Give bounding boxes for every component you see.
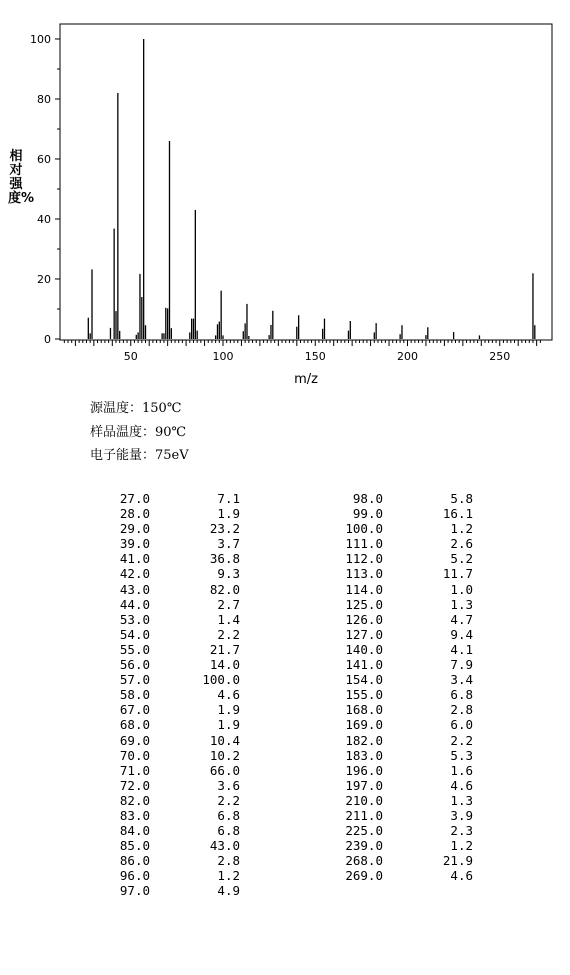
intensity-value: 3.6 — [217, 777, 240, 793]
intensity-value: 3.9 — [450, 807, 473, 823]
mz-value: 58.0 — [119, 687, 150, 703]
table-row — [320, 763, 473, 778]
table-row — [92, 868, 240, 883]
table-row — [320, 838, 473, 853]
peak-table-right — [320, 491, 473, 883]
intensity-value: 2.2 — [450, 732, 473, 748]
x-tick-label: 150 — [304, 350, 326, 363]
mz-value: 41.0 — [119, 551, 150, 567]
electron-energy: 电子能量：75eV — [90, 448, 189, 463]
table-row — [320, 808, 473, 823]
source-temperature: 源温度：150℃ — [90, 401, 182, 416]
table-row — [92, 763, 240, 778]
mz-value: 69.0 — [119, 732, 150, 748]
mz-value: 27.0 — [119, 491, 150, 506]
intensity-value: 2.7 — [217, 596, 240, 612]
table-row — [92, 491, 240, 506]
intensity-value: 23.2 — [209, 521, 240, 537]
intensity-value: 2.2 — [217, 626, 240, 642]
intensity-value: 6.0 — [450, 717, 473, 733]
intensity-value: 1.2 — [450, 521, 473, 537]
table-row — [320, 778, 473, 793]
intensity-value: 1.4 — [217, 611, 240, 627]
y-tick-label: 100 — [30, 33, 51, 46]
spectrum-peaks — [88, 39, 534, 339]
mz-value: 225.0 — [345, 823, 383, 839]
mz-value: 29.0 — [119, 521, 150, 537]
table-row — [320, 868, 473, 883]
mz-value: 86.0 — [119, 853, 150, 869]
x-tick-label: 50 — [123, 350, 138, 363]
x-tick-label: 250 — [489, 350, 511, 363]
x-tick-label: 100 — [212, 350, 234, 363]
table-row — [92, 853, 240, 868]
intensity-value: 2.3 — [450, 823, 473, 839]
mz-value: 97.0 — [119, 883, 150, 899]
y-tick-label: 0 — [44, 333, 51, 346]
mz-value: 53.0 — [119, 611, 150, 627]
table-row — [320, 793, 473, 808]
y-tick-label: 20 — [37, 273, 51, 286]
table-row — [92, 838, 240, 853]
y-tick-label: 40 — [37, 213, 51, 226]
peak-table-left — [92, 491, 240, 899]
mz-value: 196.0 — [345, 762, 383, 778]
mz-value: 168.0 — [345, 702, 383, 718]
mz-value: 85.0 — [119, 838, 150, 854]
table-row — [320, 702, 473, 717]
table-row — [92, 612, 240, 627]
table-row — [320, 536, 473, 551]
intensity-value: 1.9 — [217, 702, 240, 718]
mz-value: 99.0 — [352, 506, 383, 522]
x-axis-title: m/z — [294, 372, 318, 387]
mz-value: 54.0 — [119, 626, 150, 642]
table-row — [92, 687, 240, 702]
table-row — [92, 748, 240, 763]
mass-spectrum-chart — [0, 0, 570, 395]
intensity-value: 100.0 — [202, 672, 240, 688]
mz-value: 111.0 — [345, 536, 383, 552]
mz-value: 82.0 — [119, 792, 150, 808]
x-tick-label: 200 — [397, 350, 418, 363]
intensity-value: 4.6 — [450, 868, 473, 884]
mz-value: 197.0 — [345, 777, 383, 793]
intensity-value: 16.1 — [442, 506, 473, 522]
mz-value: 28.0 — [119, 506, 150, 522]
mz-value: 43.0 — [119, 581, 150, 597]
table-row — [320, 491, 473, 506]
intensity-value: 21.7 — [209, 641, 240, 657]
intensity-value: 5.3 — [450, 747, 473, 763]
mz-value: 154.0 — [345, 672, 383, 688]
table-row — [92, 808, 240, 823]
intensity-value: 82.0 — [209, 581, 240, 597]
table-row — [92, 506, 240, 521]
table-row — [320, 551, 473, 566]
intensity-value: 6.8 — [217, 823, 240, 839]
mz-value: 71.0 — [119, 762, 150, 778]
table-row — [92, 733, 240, 748]
mz-value: 72.0 — [119, 777, 150, 793]
mz-value: 96.0 — [119, 868, 150, 884]
x-axis — [64, 340, 540, 363]
intensity-value: 5.8 — [450, 491, 473, 506]
table-row — [320, 612, 473, 627]
mz-value: 140.0 — [345, 641, 383, 657]
table-row — [92, 793, 240, 808]
mz-value: 68.0 — [119, 717, 150, 733]
table-row — [320, 521, 473, 536]
intensity-value: 2.8 — [450, 702, 473, 718]
intensity-value: 1.2 — [217, 868, 240, 884]
y-axis-title: 相对强度% — [8, 149, 35, 206]
mz-value: 67.0 — [119, 702, 150, 718]
intensity-value: 1.3 — [450, 792, 473, 808]
table-row — [320, 823, 473, 838]
intensity-value: 3.7 — [217, 536, 240, 552]
table-row — [320, 853, 473, 868]
table-row — [92, 717, 240, 732]
table-row — [320, 672, 473, 687]
table-row — [92, 672, 240, 687]
mz-value: 155.0 — [345, 687, 383, 703]
table-row — [320, 733, 473, 748]
sample-temperature: 样品温度：90℃ — [90, 424, 187, 440]
intensity-value: 36.8 — [209, 551, 240, 567]
intensity-value: 1.9 — [217, 717, 240, 733]
mz-value: 126.0 — [345, 611, 383, 627]
mz-value: 182.0 — [345, 732, 383, 748]
table-row — [320, 506, 473, 521]
table-row — [320, 566, 473, 581]
table-row — [320, 687, 473, 702]
table-row — [92, 778, 240, 793]
intensity-value: 43.0 — [209, 838, 240, 854]
intensity-value: 2.2 — [217, 792, 240, 808]
intensity-value: 1.0 — [450, 581, 473, 597]
table-row — [92, 702, 240, 717]
table-row — [92, 566, 240, 581]
table-row — [320, 642, 473, 657]
mz-value: 39.0 — [119, 536, 150, 552]
intensity-value: 4.7 — [450, 611, 473, 627]
mz-value: 84.0 — [119, 823, 150, 839]
table-row — [320, 748, 473, 763]
table-row — [320, 717, 473, 732]
mz-value: 57.0 — [119, 672, 150, 688]
table-row — [92, 551, 240, 566]
mz-value: 125.0 — [345, 596, 383, 612]
table-row — [320, 582, 473, 597]
intensity-value: 1.2 — [450, 838, 473, 854]
mz-value: 268.0 — [345, 853, 383, 869]
intensity-value: 6.8 — [217, 807, 240, 823]
mz-value: 210.0 — [345, 792, 383, 808]
mz-value: 141.0 — [345, 657, 383, 673]
intensity-value: 9.4 — [450, 626, 473, 642]
mz-value: 211.0 — [345, 807, 383, 823]
intensity-value: 4.9 — [217, 883, 240, 899]
table-row — [92, 883, 240, 898]
mz-value: 113.0 — [345, 566, 383, 582]
intensity-value: 1.9 — [217, 506, 240, 522]
intensity-value: 2.6 — [450, 536, 473, 552]
y-tick-label: 60 — [37, 153, 51, 166]
table-row — [320, 597, 473, 612]
mz-value: 44.0 — [119, 596, 150, 612]
intensity-value: 4.1 — [450, 641, 473, 657]
intensity-value: 10.2 — [209, 747, 240, 763]
intensity-value: 5.2 — [450, 551, 473, 567]
intensity-value: 1.3 — [450, 596, 473, 612]
intensity-value: 14.0 — [209, 657, 240, 673]
table-row — [92, 582, 240, 597]
intensity-value: 4.6 — [450, 777, 473, 793]
table-row — [320, 627, 473, 642]
intensity-value: 1.6 — [450, 762, 473, 778]
intensity-value: 3.4 — [450, 672, 473, 688]
intensity-value: 7.9 — [450, 657, 473, 673]
mz-value: 169.0 — [345, 717, 383, 733]
intensity-value: 10.4 — [209, 732, 240, 748]
intensity-value: 7.1 — [217, 491, 240, 506]
table-row — [92, 627, 240, 642]
mz-value: 42.0 — [119, 566, 150, 582]
conditions — [90, 397, 189, 468]
mz-value: 70.0 — [119, 747, 150, 763]
y-axis — [30, 33, 60, 346]
mz-value: 56.0 — [119, 657, 150, 673]
mz-value: 239.0 — [345, 838, 383, 854]
mz-value: 100.0 — [345, 521, 383, 537]
intensity-value: 11.7 — [442, 566, 473, 582]
mz-value: 269.0 — [345, 868, 383, 884]
table-row — [320, 657, 473, 672]
mz-value: 83.0 — [119, 807, 150, 823]
intensity-value: 66.0 — [209, 762, 240, 778]
intensity-value: 21.9 — [442, 853, 473, 869]
table-row — [92, 536, 240, 551]
table-row — [92, 521, 240, 536]
table-row — [92, 657, 240, 672]
mz-value: 98.0 — [352, 491, 383, 506]
intensity-value: 4.6 — [217, 687, 240, 703]
mz-value: 183.0 — [345, 747, 383, 763]
mz-value: 114.0 — [345, 581, 383, 597]
intensity-value: 9.3 — [217, 566, 240, 582]
table-row — [92, 823, 240, 838]
mz-value: 127.0 — [345, 626, 383, 642]
intensity-value: 6.8 — [450, 687, 473, 703]
plot-frame — [60, 24, 552, 340]
y-tick-label: 80 — [37, 93, 51, 106]
table-row — [92, 642, 240, 657]
mz-value: 112.0 — [345, 551, 383, 567]
table-row — [92, 597, 240, 612]
intensity-value: 2.8 — [217, 853, 240, 869]
mz-value: 55.0 — [119, 641, 150, 657]
